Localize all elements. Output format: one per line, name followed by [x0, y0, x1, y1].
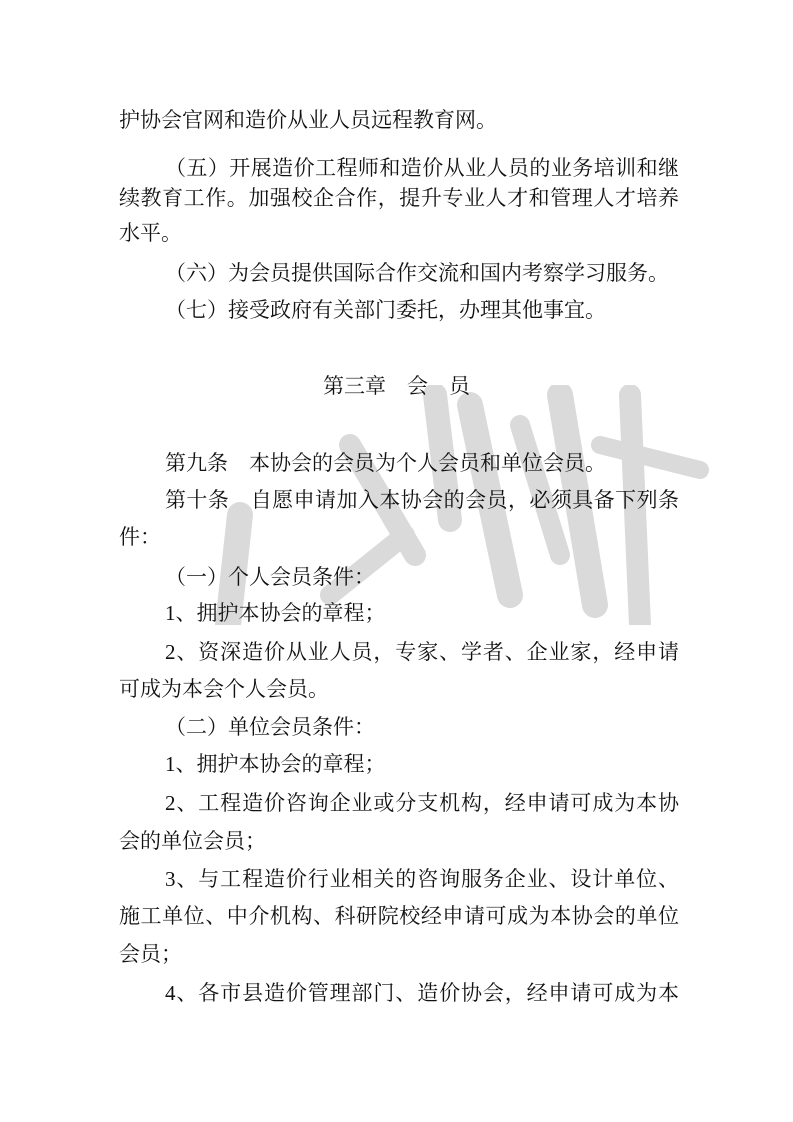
paragraph-line: 施工单位、中介机构、科研院校经申请可成为本协会的单位 [119, 904, 679, 928]
list-heading: （一）个人会员条件： [165, 565, 375, 589]
list-item: 3、与工程造价行业相关的咨询服务企业、设计单位、 [165, 867, 679, 891]
paragraph-line: （七）接受政府有关部门委托，办理其他事宜。 [165, 298, 606, 322]
list-item: 4、各市县造价管理部门、造价协会，经申请可成为本 [165, 981, 679, 1005]
paragraph-line: 可成为本会个人会员。 [119, 677, 329, 701]
article-line: 第十条 自愿申请加入本协会的会员，必须具备下列条 [165, 488, 679, 512]
paragraph-line: 续教育工作。加强校企合作，提升专业人才和管理人才培养 [119, 186, 679, 210]
paragraph-line: 件： [119, 525, 161, 549]
list-item: 1、拥护本协会的章程； [165, 752, 386, 776]
paragraph-line: 护协会官网和造价从业人员远程教育网。 [119, 108, 497, 132]
list-item: 2、工程造价咨询企业或分支机构，经申请可成为本协 [165, 791, 679, 815]
paragraph-line: （五）开展造价工程师和造价从业人员的业务培训和继 [165, 156, 679, 180]
paragraph-line: 水平。 [119, 221, 182, 245]
list-item: 1、拥护本协会的章程； [165, 601, 386, 625]
chapter-heading: 第三章 会 员 [323, 374, 470, 398]
paragraph-line: 会的单位会员； [119, 829, 266, 853]
paragraph-line: （六）为会员提供国际合作交流和国内考察学习服务。 [165, 261, 669, 285]
list-heading: （二）单位会员条件： [165, 715, 375, 739]
paragraph-line: 会员； [119, 942, 182, 966]
article-line: 第九条 本协会的会员为个人会员和单位会员。 [165, 451, 606, 475]
list-item: 2、资深造价从业人员，专家、学者、企业家，经申请 [165, 640, 679, 664]
